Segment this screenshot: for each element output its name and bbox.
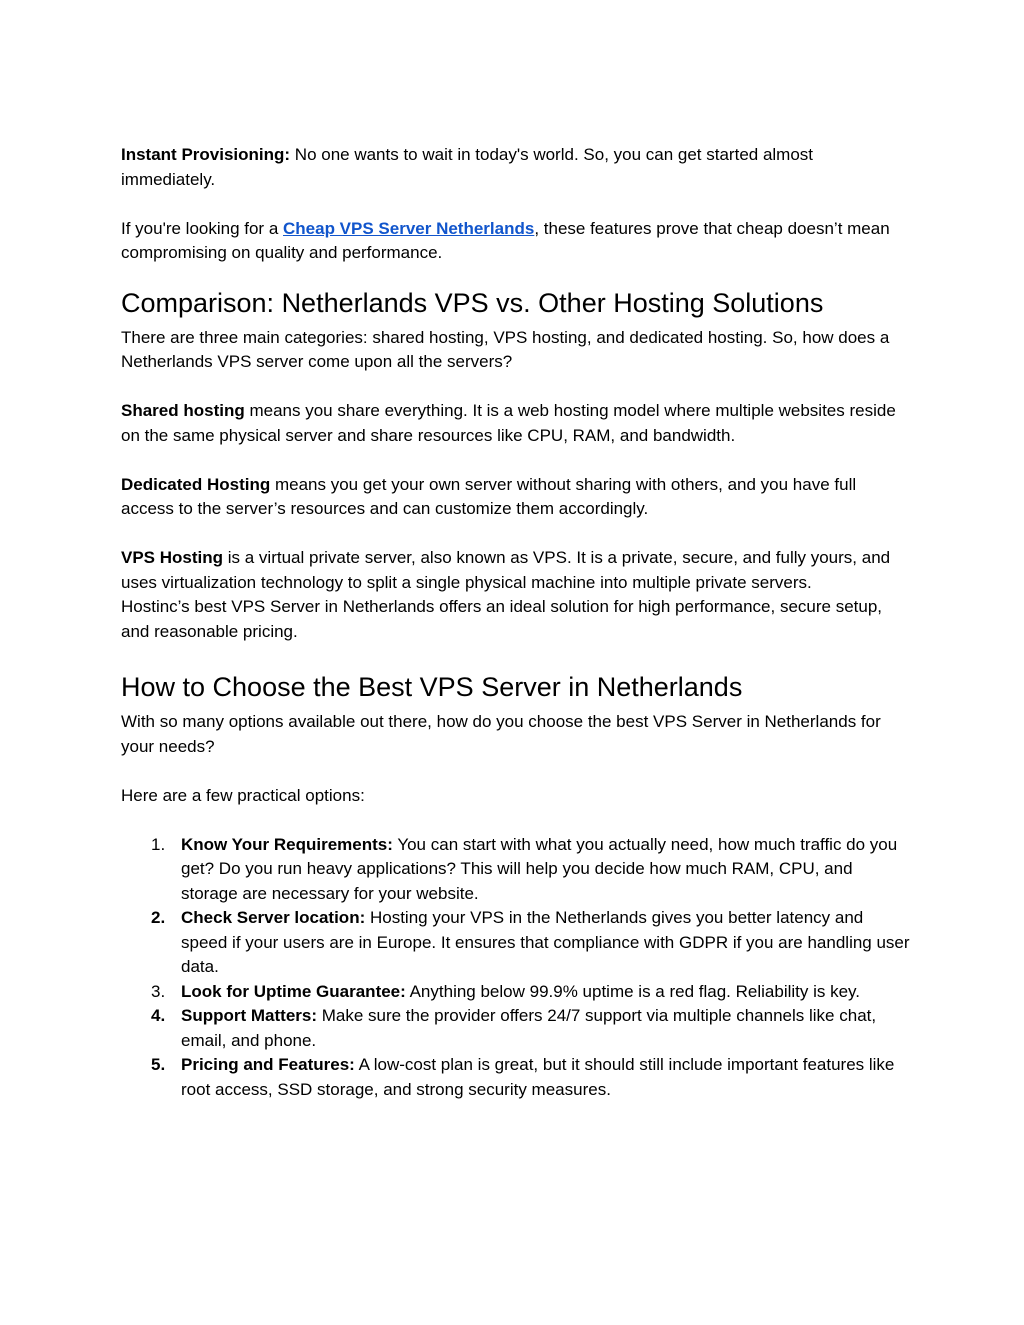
list-item-text: A low-cost plan is great, but it should still include important features like root access, SSD storage, and strong security measures. [181, 1055, 895, 1099]
list-item-text: Make sure the provider offers 24/7 support via multiple channels like chat, email, and phone. [181, 1006, 877, 1050]
list-item-number: 5. [151, 1055, 166, 1074]
list-item-number: 2. [151, 908, 166, 927]
list-item-text: Hosting your VPS in the Netherlands gives you better latency and speed if your users are in Europe. It ensures that compliance with GDPR if you are handling user data. [181, 908, 910, 976]
dedicated-hosting-text: means you get your own server without sharing with others, and you have full access to the server’s resources and can customize them accordingly. [121, 474, 857, 518]
list-item-label: Look for Uptime Guarantee: [181, 981, 406, 1001]
list-item-label: Support Matters: [181, 1006, 317, 1025]
paragraph-gap [121, 759, 911, 784]
vps-hosting-label: VPS Hosting [121, 548, 224, 567]
instant-provisioning-text: No one wants to wait in today's world. So, you can get started almost immediately. [121, 145, 814, 189]
list-item-label: Know Your Requirements: [181, 834, 393, 854]
list-item-text: You can start with what you actually need, how much traffic do you get? Do you run heavy applications? This will help you decide how much RAM, CPU, and storage are necessary for your website. [181, 834, 898, 903]
instant-provisioning-paragraph [121, 143, 911, 192]
vps-hosting-paragraph [121, 546, 911, 595]
vps-hosting-text: is a virtual private server, also known as VPS. It is a private, secure, and fully yours, and uses virtualization technology to split a single physical machine into multiple private servers. [121, 548, 891, 592]
paragraph-gap [121, 375, 911, 400]
choose-intro: With so many options available out there, how do you choose the best VPS Server in Netherlands for your needs? [121, 712, 881, 756]
paragraph-gap [121, 522, 911, 547]
list-item-label: Pricing and Features: [181, 1055, 355, 1074]
list-item [121, 833, 911, 907]
options-intro: Here are a few practical options: [121, 785, 365, 805]
list-item-number: 4. [151, 1006, 166, 1025]
list-item-number: 3. [151, 981, 166, 1001]
choose-heading: How to Choose the Best VPS Server in Netherlands [121, 672, 743, 702]
comparison-intro: There are three main categories: shared hosting, VPS hosting, and dedicated hosting. So, how does a Netherlands VPS server come upon all the servers? [121, 327, 890, 371]
cheap-vps-paragraph [121, 217, 911, 266]
paragraph-gap [121, 192, 911, 217]
cheap-vps-link[interactable]: Cheap VPS Server Netherlands [283, 218, 535, 238]
list-item-number: 1. [151, 834, 166, 854]
list-item-text: Anything below 99.9% uptime is a red flag. Reliability is key. [405, 981, 861, 1001]
cheap-vps-text-before: If you're looking for a [121, 218, 283, 238]
shared-hosting-text: means you share everything. It is a web hosting model where multiple websites reside on the same physical server and share resources like CPU, RAM, and bandwidth. [121, 401, 896, 445]
paragraph-gap [121, 808, 911, 833]
list-item-label: Check Server location: [181, 908, 366, 927]
list-item [121, 1053, 911, 1102]
list-item [121, 980, 911, 1005]
dedicated-hosting-paragraph [121, 473, 911, 522]
shared-hosting-paragraph [121, 399, 911, 448]
cheap-vps-text-after: , these features prove that cheap doesn’t mean compromising on quality and performance. [121, 218, 890, 262]
document-content [121, 143, 911, 1102]
options-list [121, 833, 911, 1103]
hostinc-paragraph: Hostinc’s best VPS Server in Netherlands offers an ideal solution for high performance, secure setup, and reasonable pricing. [121, 597, 882, 641]
paragraph-gap [121, 448, 911, 473]
shared-hosting-label: Shared hosting [121, 401, 245, 420]
list-item [121, 1004, 911, 1053]
comparison-heading: Comparison: Netherlands VPS vs. Other Hosting Solutions [121, 287, 824, 318]
list-item [121, 906, 911, 980]
dedicated-hosting-label: Dedicated Hosting [121, 474, 271, 494]
instant-provisioning-label: Instant Provisioning: [121, 145, 291, 164]
